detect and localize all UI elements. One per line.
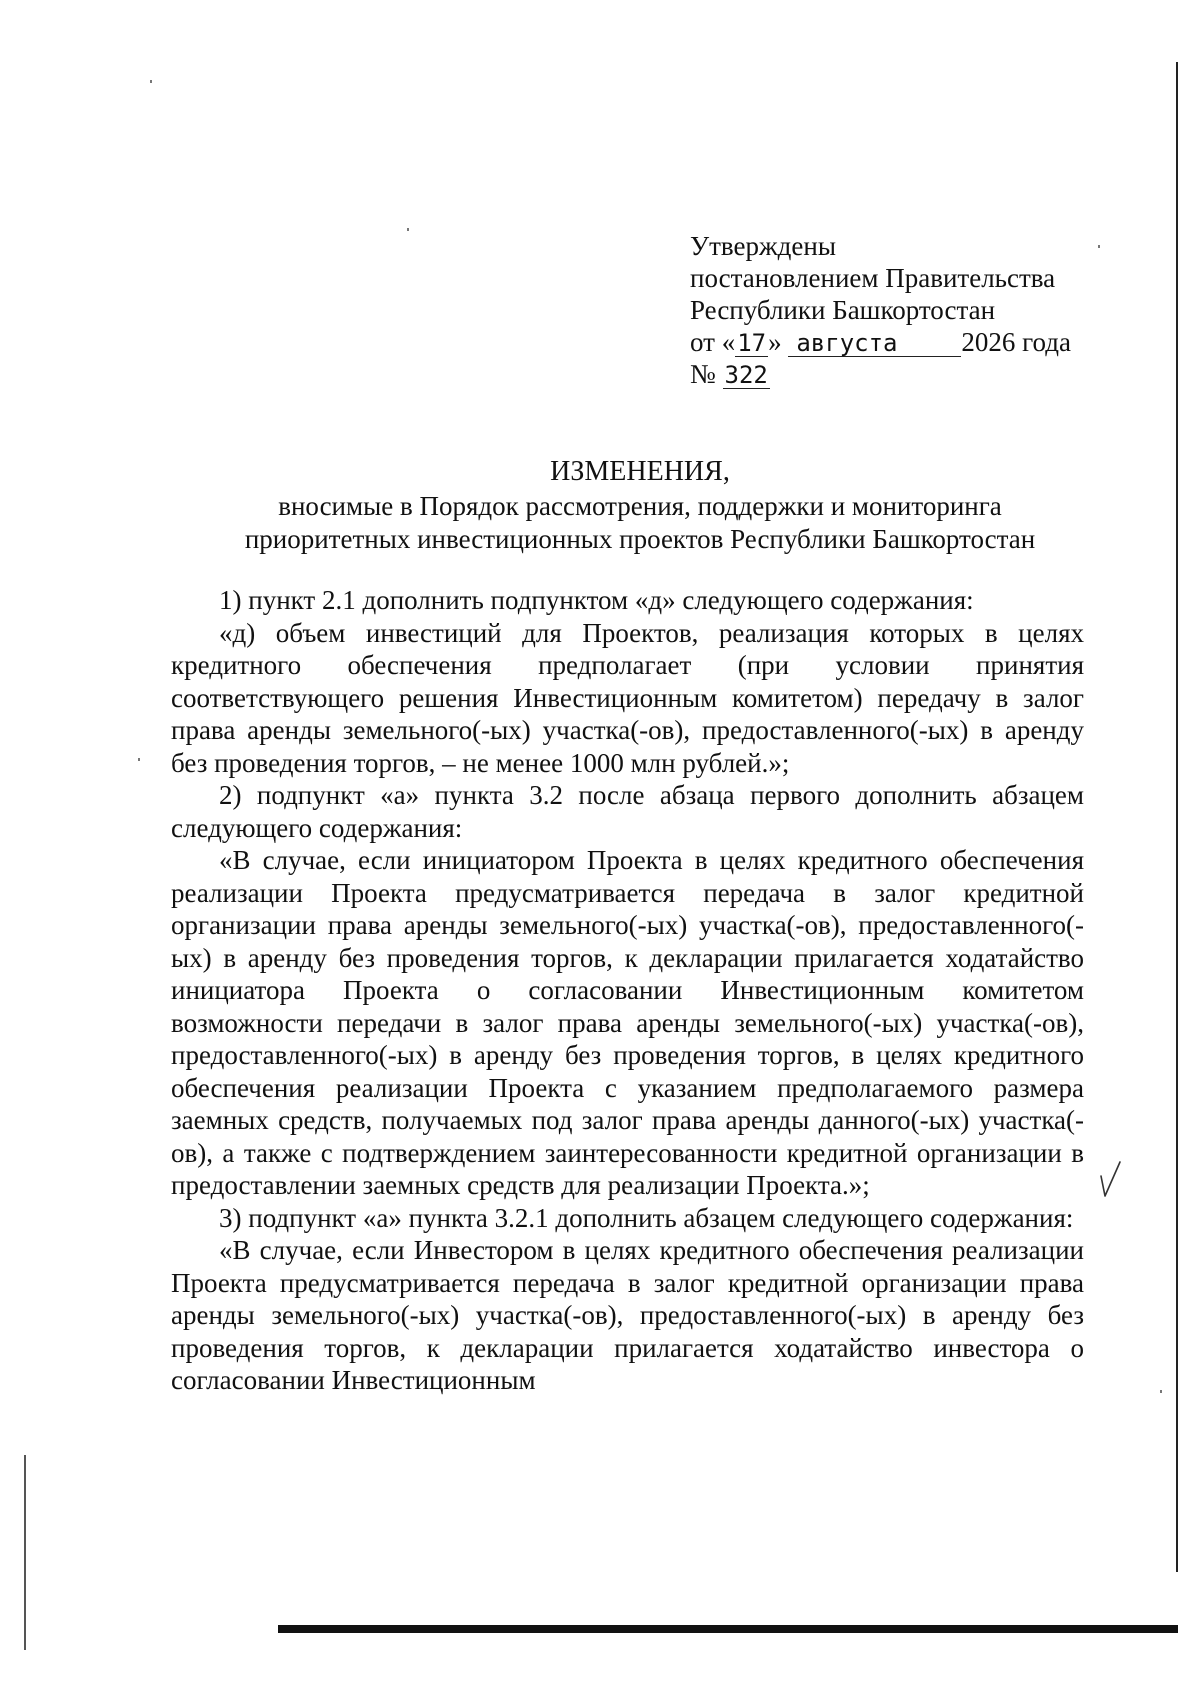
approval-line: Утверждены bbox=[690, 231, 836, 261]
date-month: августа bbox=[788, 330, 961, 357]
approval-date bbox=[690, 326, 1110, 358]
paragraph: «д) объем инвестиций для Проектов, реализация которых в целях кредитного обеспечения предполагает (при условии принятия соответствующего решения Инвестиционным комитетом) передачу в залог права аренды земельного(-ых) участка(-ов), предоставленного(-ых) в аренду без проведения торгов, – не менее 1000 млн рублей.»; bbox=[171, 617, 1084, 778]
date-year: 2026 года bbox=[961, 327, 1071, 357]
scan-speck bbox=[407, 228, 409, 231]
paragraph: 1) пункт 2.1 дополнить подпунктом «д» следующего содержания: bbox=[219, 585, 974, 615]
title-heading: ИЗМЕНЕНИЯ, bbox=[550, 456, 730, 487]
handwritten-check-mark bbox=[1098, 1158, 1124, 1202]
date-prefix: от « bbox=[690, 327, 736, 357]
approval-block bbox=[690, 230, 1110, 390]
scan-speck bbox=[1160, 1390, 1162, 1393]
paragraph: 2) подпункт «а» пункта 3.2 после абзаца первого дополнить абзацем следующего содержания: bbox=[171, 780, 1084, 843]
document-title bbox=[170, 455, 1110, 556]
document-body bbox=[171, 584, 1084, 1397]
paragraph: «В случае, если инициатором Проекта в целях кредитного обеспечения реализации Проекта предусматривается передача в залог кредитной организации права аренды земельного(-ых) участка(-ов), предоставленного(-ых) в аренду без проведения торгов, к декларации прилагается ходатайство инициатора Проекта о согласовании Инвестиционным комитетом возможности передачи в залог права аренды земельного(-ых) участка(-ов), предоставленного(-ых) в аренду без проведения торгов, в целях кредитного обеспечения реализации Проекта с указанием предполагаемого размера заемных средств, получаемых под залог права аренды данного(-ых) участка(-ов), а также с подтверждением заинтересованности кредитной организации в предоставлении заемных средств для реализации Проекта.»; bbox=[171, 845, 1084, 1200]
approval-line: Республики Башкортостан bbox=[690, 295, 996, 325]
paragraph: «В случае, если Инвестором в целях кредитного обеспечения реализации Проекта предусматривается передача в залог кредитной организации права аренды земельного(-ых) участка(-ов), предоставленного(-ых) в аренду без проведения торгов, к декларации прилагается ходатайство инвестора о согласовании Инвестиционным bbox=[171, 1235, 1084, 1395]
scan-speck bbox=[138, 758, 140, 761]
number-prefix: № bbox=[690, 359, 716, 389]
approval-number bbox=[690, 358, 1110, 390]
date-day: 17 bbox=[737, 329, 767, 357]
scan-edge-right bbox=[1176, 62, 1178, 1572]
scan-speck bbox=[150, 80, 152, 83]
scan-edge-left bbox=[24, 1455, 26, 1650]
paragraph: 3) подпункт «а» пункта 3.2.1 дополнить абзацем следующего содержания: bbox=[219, 1202, 1074, 1233]
approval-line: постановлением Правительства bbox=[690, 263, 1056, 293]
scan-edge-bottom bbox=[278, 1625, 1178, 1633]
title-subheading: приоритетных инвестиционных проектов Республики Башкортостан bbox=[244, 524, 1036, 554]
title-subheading: вносимые в Порядок рассмотрения, поддержки и мониторинга bbox=[278, 491, 1002, 521]
date-mid: » bbox=[768, 327, 782, 357]
number-value: 322 bbox=[724, 361, 768, 389]
